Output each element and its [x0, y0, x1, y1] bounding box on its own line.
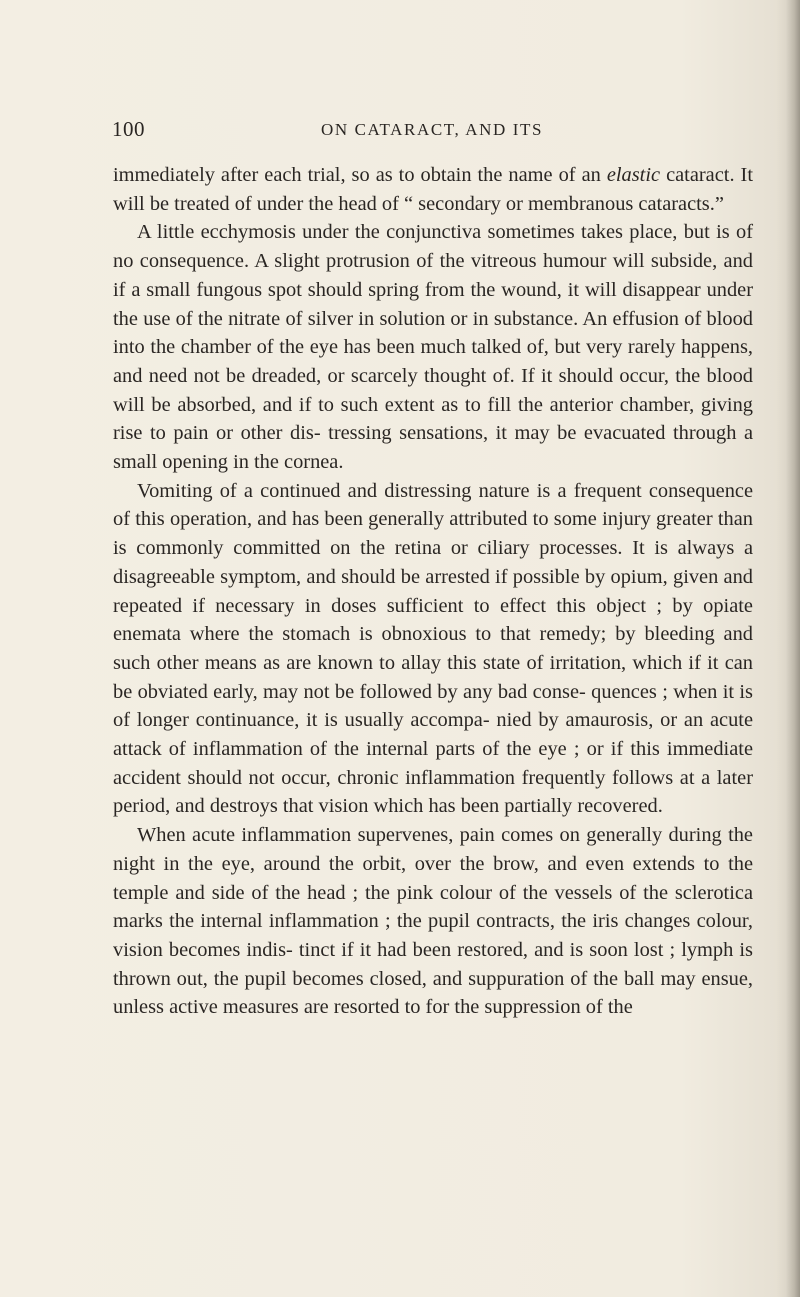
paragraph-1: [113, 161, 753, 218]
paragraph-1-start: immediately after each trial, so as to obtain the name of an: [113, 164, 607, 186]
italic-term: elastic: [606, 164, 661, 186]
running-head: [112, 117, 752, 147]
page-number: 100: [112, 117, 145, 141]
page-edge-shadow: [786, 0, 800, 1297]
body-text: [113, 161, 753, 1022]
paragraph-3: Vomiting of a continued and distressing nature is a frequent consequence of this operation, and has been generally attributed to some injury greater than is commonly committed on the retina or ciliary processes. It is always a disagreeable symptom, and should be arrested if possible by opium, given and repeated if necessary in doses sufficient to effect this object ; by opiate enemata where the stomach is obnoxious to that remedy; by bleeding and such other means as are known to allay this state of irritation, which if it can be obviated early, may not be followed by any bad conse- quences ; when it is of longer continuance, it is usually accompa- nied by amaurosis, or an acute attack of inflammation of the internal parts of the eye ; or if this immediate accident should not occur, chronic inflammation frequently follows at a later period, and destroys that vision which has been partially recovered.: [113, 479, 753, 818]
running-title: ON CATARACT, AND ITS: [320, 120, 544, 139]
paragraph-1-end: cataract. It will be treated of under the head of “ secondary or membranous cataracts.”: [113, 164, 753, 215]
paragraph-2: A little ecchymosis under the conjunctiva sometimes takes place, but is of no consequence. A slight protrusion of the vitreous humour will subside, and if a small fungous spot should spring from the wound, it will disappear under the use of the nitrate of silver in solution or in substance. An effusion of blood into the chamber of the eye has been much talked of, but very rarely happens, and need not be dreaded, or scarcely thought of. If it should occur, the blood will be absorbed, and if to such extent as to fill the anterior chamber, giving rise to pain or other dis- tressing sensations, it may be evacuated through a small opening in the cornea.: [113, 221, 753, 474]
paragraph-4: When acute inflammation supervenes, pain comes on generally during the night in the eye, around the orbit, over the brow, and even extends to the temple and side of the head ; the pink colour of the vessels of the sclerotica marks the internal inflammation ; the pupil contracts, the iris changes colour, vision becomes indis- tinct if it had been restored, and is soon lost ; lymph is thrown out, the pupil becomes closed, and suppuration of the ball may ensue, unless active measures are resorted to for the suppression of the: [113, 824, 753, 1019]
